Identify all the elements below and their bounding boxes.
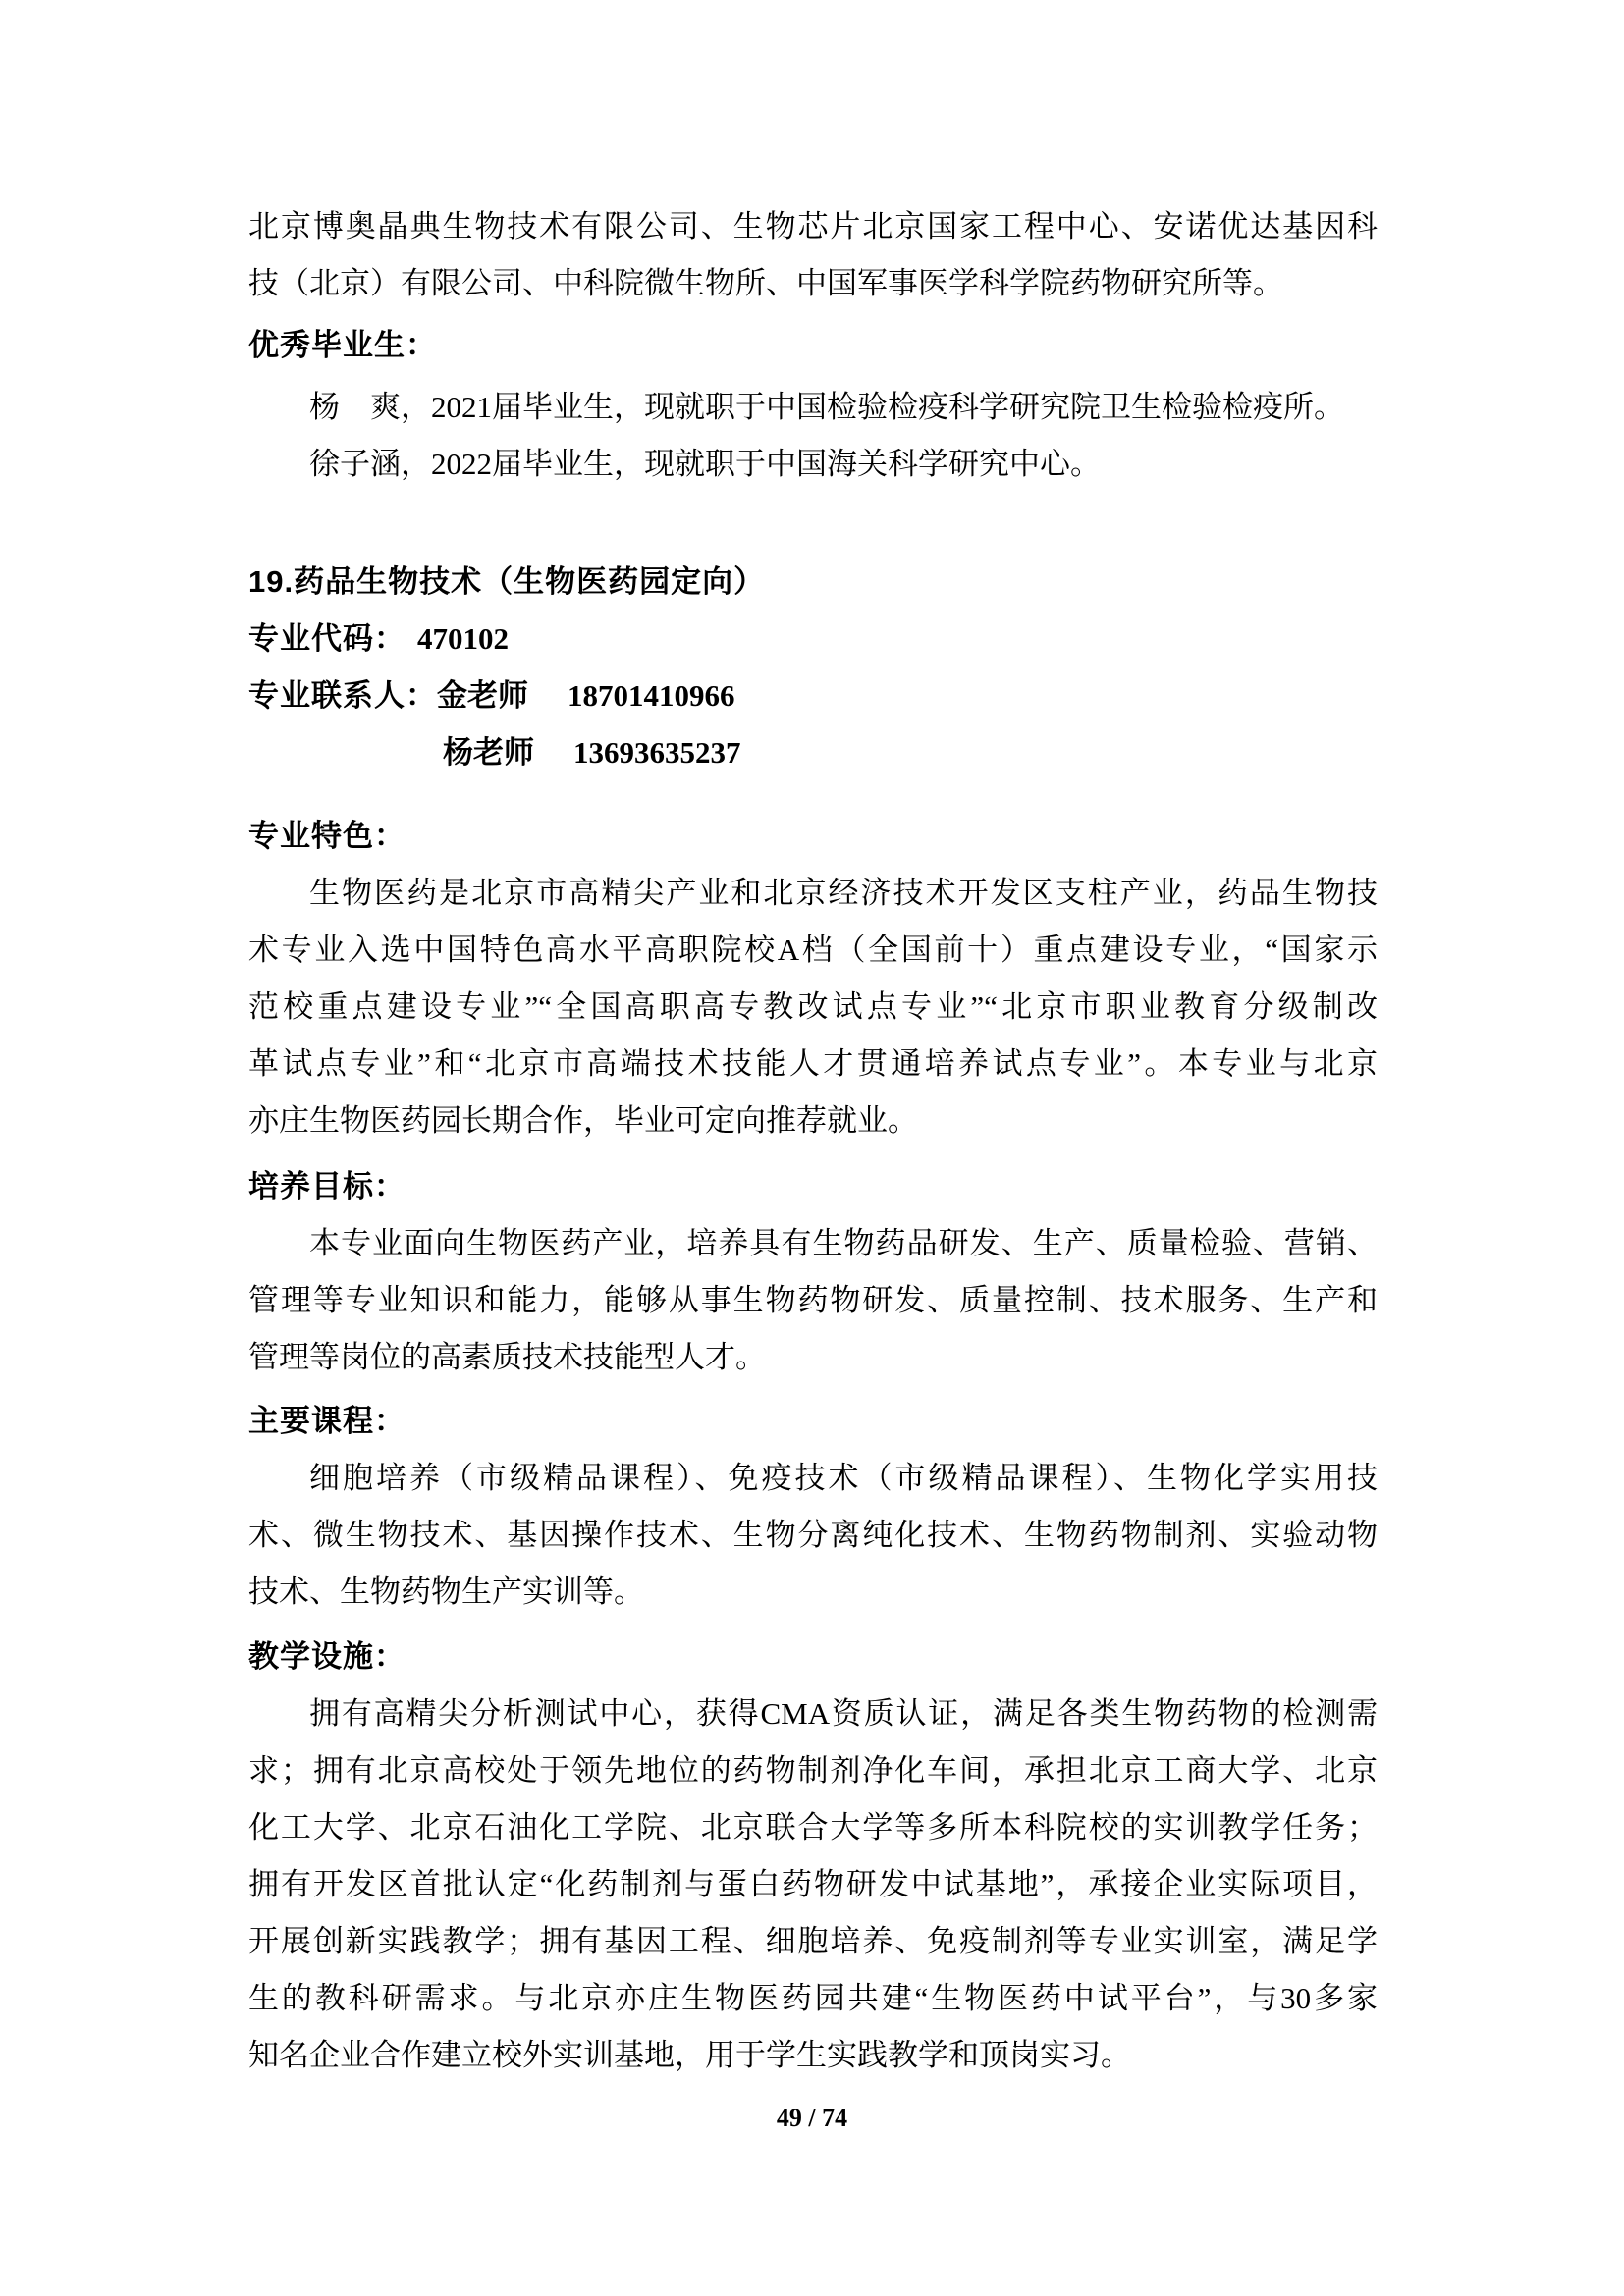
program-title: 19.药品生物技术（生物医药园定向） (248, 564, 766, 599)
section-line: 求；拥有北京高校处于领先地位的药物制剂净化车间，承担北京工商大学、北京 (248, 1753, 1378, 1788)
program-contact-line (248, 724, 1378, 781)
section-objectives-heading: 培养目标： (248, 1169, 406, 1203)
section-line: 拥有高精尖分析测试中心，获得CMA资质认证，满足各类生物药物的检测需 (309, 1696, 1378, 1731)
section-line: 亦庄生物医药园长期合作，毕业可定向推荐就业。 (248, 1103, 918, 1138)
page-number: 49 / 74 (776, 2104, 848, 2132)
section-facilities-heading: 教学设施： (248, 1639, 406, 1674)
section-features-paragraph (248, 865, 1378, 1149)
document-content (248, 198, 1378, 2084)
section-line: 术专业入选中国特色高水平高职院校A档（全国前十）重点建设专业，“国家示 (248, 933, 1378, 967)
contact-name: 金老师 (437, 678, 528, 713)
section-line: 生物医药是北京市高精尖产业和北京经济技术开发区支柱产业，药品生物技 (309, 876, 1378, 910)
section-line: 本专业面向生物医药产业，培养具有生物药品研发、生产、质量检验、营销、 (309, 1226, 1378, 1260)
section-courses-paragraph (248, 1450, 1378, 1621)
contact-phone: 13693635237 (573, 735, 741, 770)
section-line: 管理等专业知识和能力，能够从事生物药物研发、质量控制、技术服务、生产和 (248, 1283, 1378, 1317)
section-objectives-paragraph (248, 1215, 1378, 1386)
graduates-heading: 优秀毕业生： (248, 328, 437, 362)
section-line: 化工大学、北京石油化工学院、北京联合大学等多所本科院校的实训教学任务； (248, 1810, 1378, 1844)
section-line: 管理等岗位的高素质技术技能型人才。 (248, 1340, 766, 1374)
section-line: 生的教科研需求。与北京亦庄生物医药园共建“生物医药中试平台”，与30多家 (248, 1981, 1378, 2015)
section-line: 开展创新实践教学；拥有基因工程、细胞培养、免疫制剂等专业实训室，满足学 (248, 1924, 1378, 1958)
section-line: 范校重点建设专业”“全国高职高专教改试点专业”“北京市职业教育分级制改 (248, 989, 1378, 1024)
section-line: 革试点专业”和“北京市高端技术技能人才贯通培养试点专业”。本专业与北京 (248, 1046, 1378, 1081)
program-code-line (248, 611, 1378, 667)
section-line: 术、微生物技术、基因操作技术、生物分离纯化技术、生物药物制剂、实验动物 (248, 1518, 1378, 1552)
section-line: 细胞培养（市级精品课程）、免疫技术（市级精品课程）、生物化学实用技 (309, 1461, 1378, 1495)
graduate-item: 徐子涵，2022届毕业生，现就职于中国海关科学研究中心。 (309, 447, 1101, 481)
section-line: 知名企业合作建立校外实训基地，用于学生实践教学和顶岗实习。 (248, 2038, 1131, 2072)
program-code-label: 专业代码： (248, 621, 406, 656)
program-code-value: 470102 (417, 621, 509, 656)
section-courses-heading: 主要课程： (248, 1404, 406, 1438)
intro-paragraph (248, 198, 1378, 312)
program-contact-label: 专业联系人： (248, 678, 437, 713)
section-line: 拥有开发区首批认定“化药制剂与蛋白药物研发中试基地”，承接企业实际项目， (248, 1867, 1378, 1901)
section-facilities-paragraph (248, 1685, 1378, 2084)
contact-name: 杨老师 (443, 735, 534, 770)
program-contact-line (248, 667, 1378, 724)
contact-phone: 18701410966 (568, 678, 735, 713)
section-features-heading: 专业特色： (248, 819, 406, 853)
intro-line: 北京博奥晶典生物技术有限公司、生物芯片北京国家工程中心、安诺优达基因科 (248, 209, 1378, 243)
section-line: 技术、生物药物生产实训等。 (248, 1575, 644, 1609)
graduate-item: 杨 爽，2021届毕业生，现就职于中国检验检疫科学研究院卫生检验检疫所。 (309, 390, 1344, 424)
intro-line: 技（北京）有限公司、中科院微生物所、中国军事医学科学院药物研究所等。 (248, 266, 1283, 300)
